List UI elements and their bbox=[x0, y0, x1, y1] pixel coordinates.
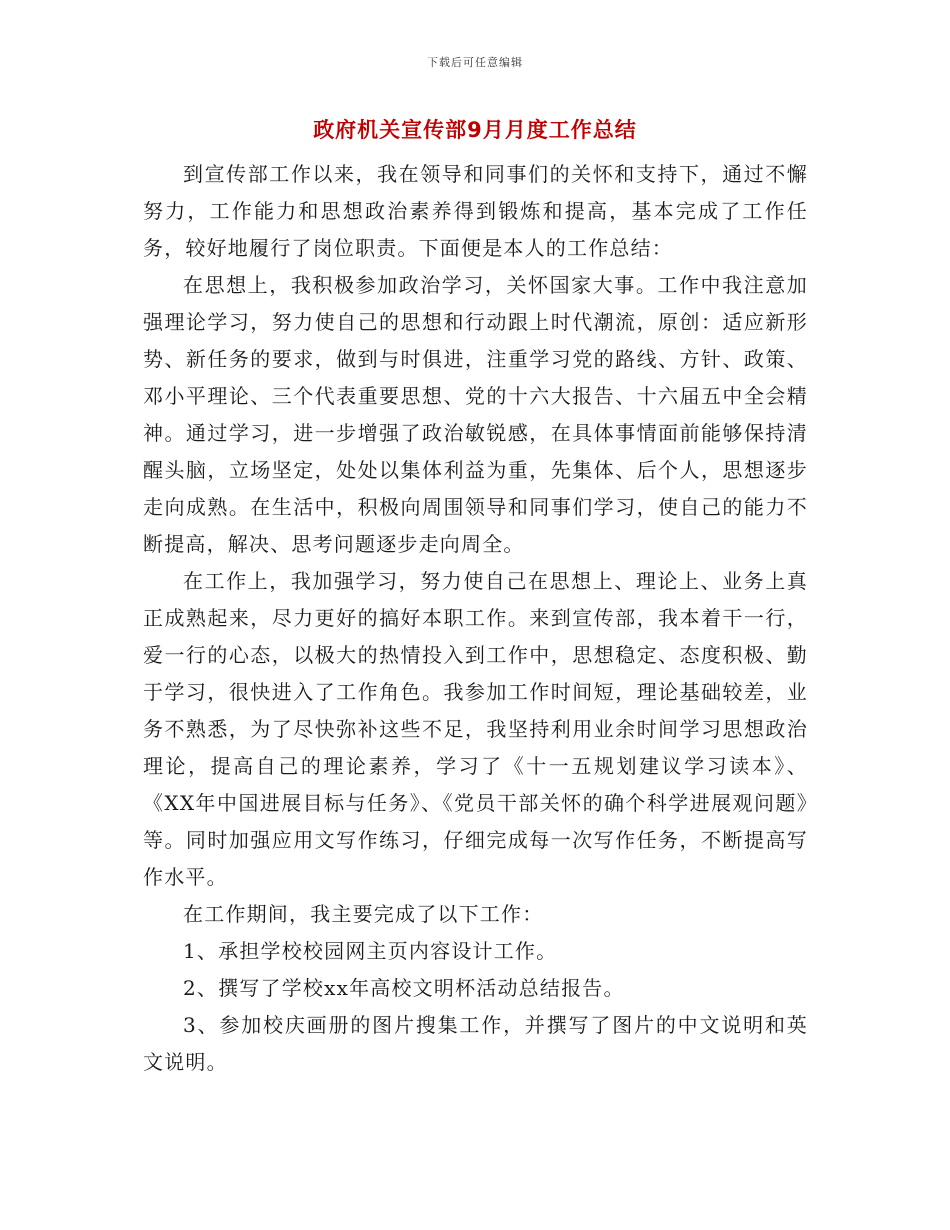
paragraph-tasks-intro: 在工作期间，我主要完成了以下工作： bbox=[183, 902, 544, 926]
header-note: 下载后可任意编辑 bbox=[427, 56, 523, 69]
paragraph-ideology: 在思想上，我积极参加政治学习，关怀国家大事。工作中我注意加强理论学习，努力使自己的思想和行动跟上时代潮流，原创：适应新形势、新任务的要求，做到与时俱进，注重学习党的路线、方针、政策、邓小平理论、三个代表重要思想、党的十六大报告、十六届五中全会精神。通过学习，进一步增强了政治敏锐感，在具体事情面前能够保持清醒头脑，立场坚定，处处以集体利益为重，先集体、后个人，思想逐步走向成熟。在生活中，积极向周围领导和同事们学习，使自己的能力不断提高，解决、思考问题逐步走向周全。 bbox=[143, 273, 808, 556]
document-body bbox=[143, 156, 808, 1081]
document-title: 政府机关宣传部9月月度工作总结 bbox=[313, 118, 637, 142]
paragraph-work: 在工作上，我加强学习，努力使自己在思想上、理论上、业务上真正成熟起来，尽力更好的搞好本职工作。来到宣传部，我本着干一行，爱一行的心态，以极大的热情投入到工作中，思想稳定、态度积极、勤于学习，很快进入了工作角色。我参加工作时间短，理论基础较差，业务不熟悉，为了尽快弥补这些不足，我坚持利用业余时间学习思想政治理论，提高自己的理论素养，学习了《十一五规划建议学习读本》、《XX年中国进展目标与任务》、《党员干部关怀的确个科学进展观问题》等。同时加强应用文写作练习，仔细完成每一次写作任务，不断提高写作水平。 bbox=[143, 569, 808, 889]
paragraph-intro: 到宣传部工作以来，我在领导和同事们的关怀和支持下，通过不懈努力，工作能力和思想政治素养得到锻炼和提高，基本完成了工作任务，较好地履行了岗位职责。下面便是本人的工作总结： bbox=[143, 162, 808, 260]
list-item: 1、承担学校校园网主页内容设计工作。 bbox=[183, 939, 558, 963]
list-item: 2、撰写了学校xx年高校文明杯活动总结报告。 bbox=[183, 976, 625, 1000]
list-item: 3、参加校庆画册的图片搜集工作，并撰写了图片的中文说明和英文说明。 bbox=[143, 1013, 808, 1074]
